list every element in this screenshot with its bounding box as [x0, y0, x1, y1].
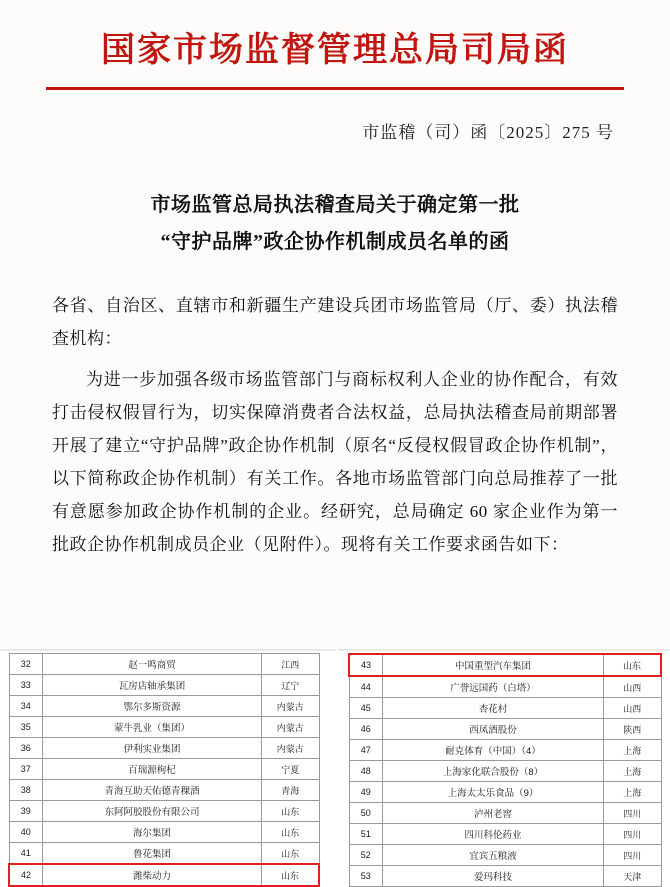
company-name-cell: 蒙牛乳业（集团）	[43, 717, 262, 738]
table-row	[349, 676, 661, 698]
row-index-cell: 44	[349, 676, 383, 698]
document-number: 市监稽（司）函〔2025〕275 号	[362, 122, 614, 142]
body-paragraph-1: 为进一步加强各级市场监管部门与商标权利人企业的协作配合，有效打击侵权假冒行为，切实保障消费者合法权益，总局执法稽查局前期部署开展了建立“守护品牌”政企协作机制（原名“反侵权假冒政企协作机制”，以下简称政企协作机制）有关工作。各地市场监管部门向总局推荐了一批有意愿参加政企协作机制的企业。经研究，总局确定 60 家企业作为第一批政企协作机制成员企业（见附件）。现将有关工作要求函告如下：	[52, 369, 618, 555]
province-cell: 天津	[604, 866, 662, 887]
table-row	[9, 654, 319, 675]
table-row	[9, 759, 319, 780]
company-name-cell: 上海家化联合股份（8）	[383, 761, 604, 782]
document-body	[0, 187, 670, 562]
row-index-cell: 33	[9, 675, 43, 696]
table-row	[9, 843, 319, 865]
table-row	[349, 845, 661, 866]
subject-line-1: 市场监管总局执法稽查局关于确定第一批	[150, 193, 520, 216]
table-row	[9, 717, 319, 738]
subject-line-2: “守护品牌”政企协作机制成员名单的函	[160, 230, 510, 253]
row-index-cell: 40	[9, 822, 43, 843]
province-cell: 上海	[604, 740, 662, 761]
row-index-cell: 48	[349, 761, 383, 782]
table-row	[349, 866, 661, 887]
province-cell: 内蒙古	[262, 696, 320, 717]
row-index-cell: 38	[9, 780, 43, 801]
table-row	[9, 801, 319, 822]
row-index-cell: 32	[9, 654, 43, 675]
company-name-cell: 百瑞源枸杞	[43, 759, 262, 780]
table-row	[9, 675, 319, 696]
row-index-cell: 45	[349, 698, 383, 719]
row-index-cell: 41	[9, 843, 43, 865]
company-name-cell: 中国重型汽车集团	[383, 654, 604, 676]
pane-top-shadow	[0, 649, 336, 652]
table-row	[349, 740, 661, 761]
row-index-cell: 53	[349, 866, 383, 887]
province-cell: 陕西	[604, 719, 662, 740]
pane-top-shadow	[338, 649, 670, 652]
company-name-cell: 东阿阿胶股份有限公司	[43, 801, 262, 822]
attachment-table-left-pane	[0, 649, 338, 887]
table-row	[349, 698, 661, 719]
province-cell: 江西	[262, 654, 320, 675]
company-name-cell: 耐克体育（中国）（4）	[383, 740, 604, 761]
row-index-cell: 39	[9, 801, 43, 822]
company-name-cell: 泸州老窖	[383, 803, 604, 824]
company-name-cell: 瓦房店轴承集团	[43, 675, 262, 696]
province-cell: 上海	[604, 761, 662, 782]
member-list-table-left	[8, 653, 320, 887]
company-name-cell: 赵一鸣商贸	[43, 654, 262, 675]
table-row	[9, 822, 319, 843]
row-index-cell: 35	[9, 717, 43, 738]
province-cell: 山东	[262, 801, 320, 822]
table-row	[9, 780, 319, 801]
company-name-cell: 潍柴动力	[43, 864, 262, 886]
row-index-cell: 42	[9, 864, 43, 886]
table-row	[9, 738, 319, 759]
document-header	[0, 0, 670, 143]
province-cell: 内蒙古	[262, 738, 320, 759]
company-name-cell: 青海互助天佑德青稞酒	[43, 780, 262, 801]
province-cell: 辽宁	[262, 675, 320, 696]
province-cell: 山西	[604, 698, 662, 719]
member-list-table-right	[348, 653, 662, 887]
table-row	[349, 654, 661, 676]
province-cell: 青海	[262, 780, 320, 801]
row-index-cell: 46	[349, 719, 383, 740]
province-cell: 山东	[604, 654, 662, 676]
province-cell: 宁夏	[262, 759, 320, 780]
table-row	[349, 761, 661, 782]
province-cell: 四川	[604, 845, 662, 866]
row-index-cell: 49	[349, 782, 383, 803]
row-index-cell: 50	[349, 803, 383, 824]
row-index-cell: 36	[9, 738, 43, 759]
company-name-cell: 伊利实业集团	[43, 738, 262, 759]
province-cell: 山东	[262, 822, 320, 843]
table-row	[349, 719, 661, 740]
company-name-cell: 爱玛科技	[383, 866, 604, 887]
province-cell: 上海	[604, 782, 662, 803]
row-index-cell: 52	[349, 845, 383, 866]
subject-heading	[52, 187, 618, 261]
company-name-cell: 四川科伦药业	[383, 824, 604, 845]
company-name-cell: 西凤酒股份	[383, 719, 604, 740]
province-cell: 山西	[604, 676, 662, 698]
province-cell: 山东	[262, 864, 320, 886]
row-index-cell: 47	[349, 740, 383, 761]
attachment-tables	[0, 649, 670, 887]
company-name-cell: 宜宾五粮液	[383, 845, 604, 866]
company-name-cell: 广誉远国药（白塔）	[383, 676, 604, 698]
table-row	[9, 864, 319, 886]
company-name-cell: 杏花村	[383, 698, 604, 719]
addressee-text: 各省、自治区、直辖市和新疆生产建设兵团市场监管局（厅、委）执法稽查机构：	[52, 295, 618, 348]
header-divider	[46, 87, 624, 90]
company-name-cell: 鄂尔多斯资源	[43, 696, 262, 717]
row-index-cell: 43	[349, 654, 383, 676]
table-row	[349, 824, 661, 845]
company-name-cell: 海尔集团	[43, 822, 262, 843]
company-name-cell: 鲁花集团	[43, 843, 262, 865]
attachment-table-right-pane	[338, 649, 670, 887]
province-cell: 四川	[604, 803, 662, 824]
row-index-cell: 37	[9, 759, 43, 780]
row-index-cell: 51	[349, 824, 383, 845]
table-row	[9, 696, 319, 717]
row-index-cell: 34	[9, 696, 43, 717]
table-row	[349, 782, 661, 803]
province-cell: 内蒙古	[262, 717, 320, 738]
province-cell: 山东	[262, 843, 320, 865]
table-row	[349, 803, 661, 824]
company-name-cell: 上海太太乐食品（9）	[383, 782, 604, 803]
province-cell: 四川	[604, 824, 662, 845]
page-title: 国家市场监督管理总局司局函	[101, 32, 569, 69]
